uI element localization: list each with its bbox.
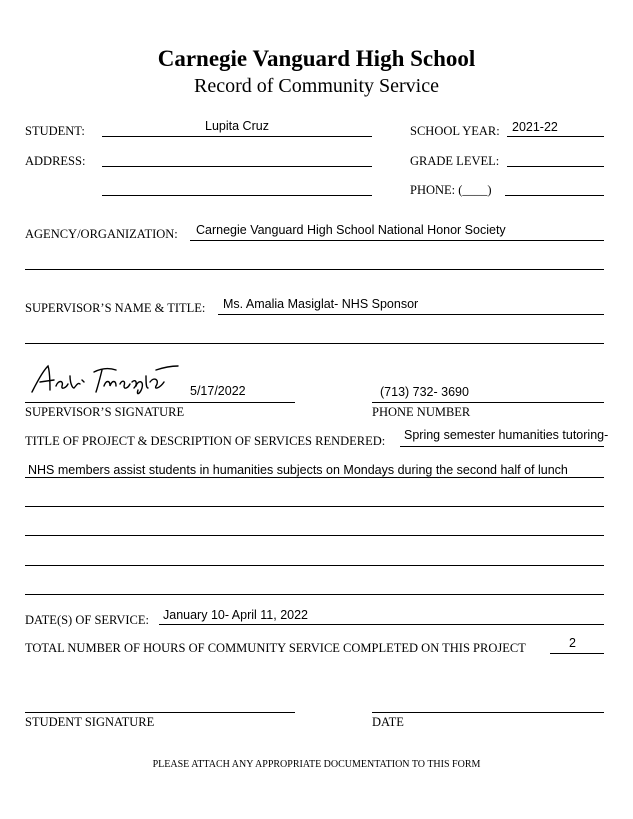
student-signature-line bbox=[25, 712, 295, 713]
project-title-field[interactable]: Spring semester humanities tutoring- bbox=[404, 428, 609, 442]
date-field-line bbox=[372, 712, 604, 713]
phone-number-field[interactable]: (713) 732- 3690 bbox=[380, 385, 469, 399]
phone-field-line bbox=[505, 195, 604, 196]
supervisor-signature-line bbox=[25, 402, 295, 403]
phone-label: PHONE: (____) bbox=[410, 183, 492, 197]
project-description-rule-4 bbox=[25, 565, 604, 566]
agency-field[interactable]: Carnegie Vanguard High School National Honor Society bbox=[196, 223, 506, 237]
student-label: STUDENT: bbox=[25, 124, 85, 138]
school-year-field[interactable]: 2021-22 bbox=[512, 120, 558, 134]
form-title: Record of Community Service bbox=[194, 75, 439, 97]
project-label: TITLE OF PROJECT & DESCRIPTION OF SERVICES RENDERED: bbox=[25, 434, 386, 448]
project-description-rule-1 bbox=[25, 477, 604, 478]
phone-number-field-line bbox=[372, 402, 604, 403]
grade-level-field-line bbox=[507, 166, 604, 167]
student-signature-field[interactable] bbox=[25, 696, 295, 710]
footer-note: PLEASE ATTACH ANY APPROPRIATE DOCUMENTATION TO THIS FORM bbox=[152, 759, 481, 770]
supervisor-name-field-line-2 bbox=[25, 343, 604, 344]
supervisor-name-field[interactable]: Ms. Amalia Masiglat- NHS Sponsor bbox=[223, 297, 419, 311]
project-description-rule-2 bbox=[25, 506, 604, 507]
address-field-line-2 bbox=[102, 195, 372, 196]
student-field-line bbox=[102, 136, 372, 137]
student-signature-label: STUDENT SIGNATURE bbox=[25, 715, 155, 729]
project-description-line-3[interactable] bbox=[25, 519, 604, 533]
total-hours-field[interactable]: 2 bbox=[569, 636, 576, 650]
project-description-line-1[interactable]: NHS members assist students in humanities subjects on Mondays during the second half of lunch bbox=[28, 463, 568, 477]
project-description-line-2[interactable] bbox=[25, 490, 604, 504]
date-label: DATE bbox=[372, 715, 404, 729]
supervisor-signature-date[interactable]: 5/17/2022 bbox=[190, 384, 246, 398]
supervisor-signature-image bbox=[28, 362, 188, 398]
student-field[interactable]: Lupita Cruz bbox=[205, 119, 269, 133]
project-description-line-4[interactable] bbox=[25, 549, 604, 563]
supervisor-name-field-line bbox=[218, 314, 604, 315]
address-field-1[interactable] bbox=[102, 150, 372, 164]
project-description-line-5[interactable] bbox=[25, 578, 604, 592]
supervisor-signature-label: SUPERVISOR’S SIGNATURE bbox=[25, 405, 185, 419]
phone-number-label: PHONE NUMBER bbox=[372, 405, 471, 419]
agency-field-2[interactable] bbox=[25, 253, 604, 267]
phone-field[interactable] bbox=[505, 179, 604, 193]
dates-of-service-label: DATE(S) OF SERVICE: bbox=[25, 613, 150, 627]
total-hours-field-line bbox=[550, 653, 604, 654]
total-hours-label: TOTAL NUMBER OF HOURS OF COMMUNITY SERVICE COMPLETED ON THIS PROJECT bbox=[25, 641, 526, 655]
dates-of-service-field-line bbox=[159, 624, 604, 625]
address-field-2[interactable] bbox=[102, 179, 372, 193]
agency-label: AGENCY/ORGANIZATION: bbox=[25, 227, 178, 241]
project-description-rule-3 bbox=[25, 535, 604, 536]
school-year-label: SCHOOL YEAR: bbox=[410, 124, 500, 138]
project-title-field-line bbox=[400, 446, 604, 447]
dates-of-service-field[interactable]: January 10- April 11, 2022 bbox=[163, 608, 309, 622]
school-name: Carnegie Vanguard High School bbox=[157, 46, 476, 71]
grade-level-field[interactable] bbox=[507, 150, 604, 164]
date-field[interactable] bbox=[372, 696, 604, 710]
agency-field-line-2 bbox=[25, 269, 604, 270]
school-year-field-line bbox=[507, 136, 604, 137]
supervisor-name-label: SUPERVISOR’S NAME & TITLE: bbox=[25, 301, 206, 315]
grade-level-label: GRADE LEVEL: bbox=[410, 154, 500, 168]
address-label: ADDRESS: bbox=[25, 154, 86, 168]
address-field-line-1 bbox=[102, 166, 372, 167]
agency-field-line bbox=[190, 240, 604, 241]
supervisor-name-field-2[interactable] bbox=[25, 327, 604, 341]
project-description-rule-5 bbox=[25, 594, 604, 595]
